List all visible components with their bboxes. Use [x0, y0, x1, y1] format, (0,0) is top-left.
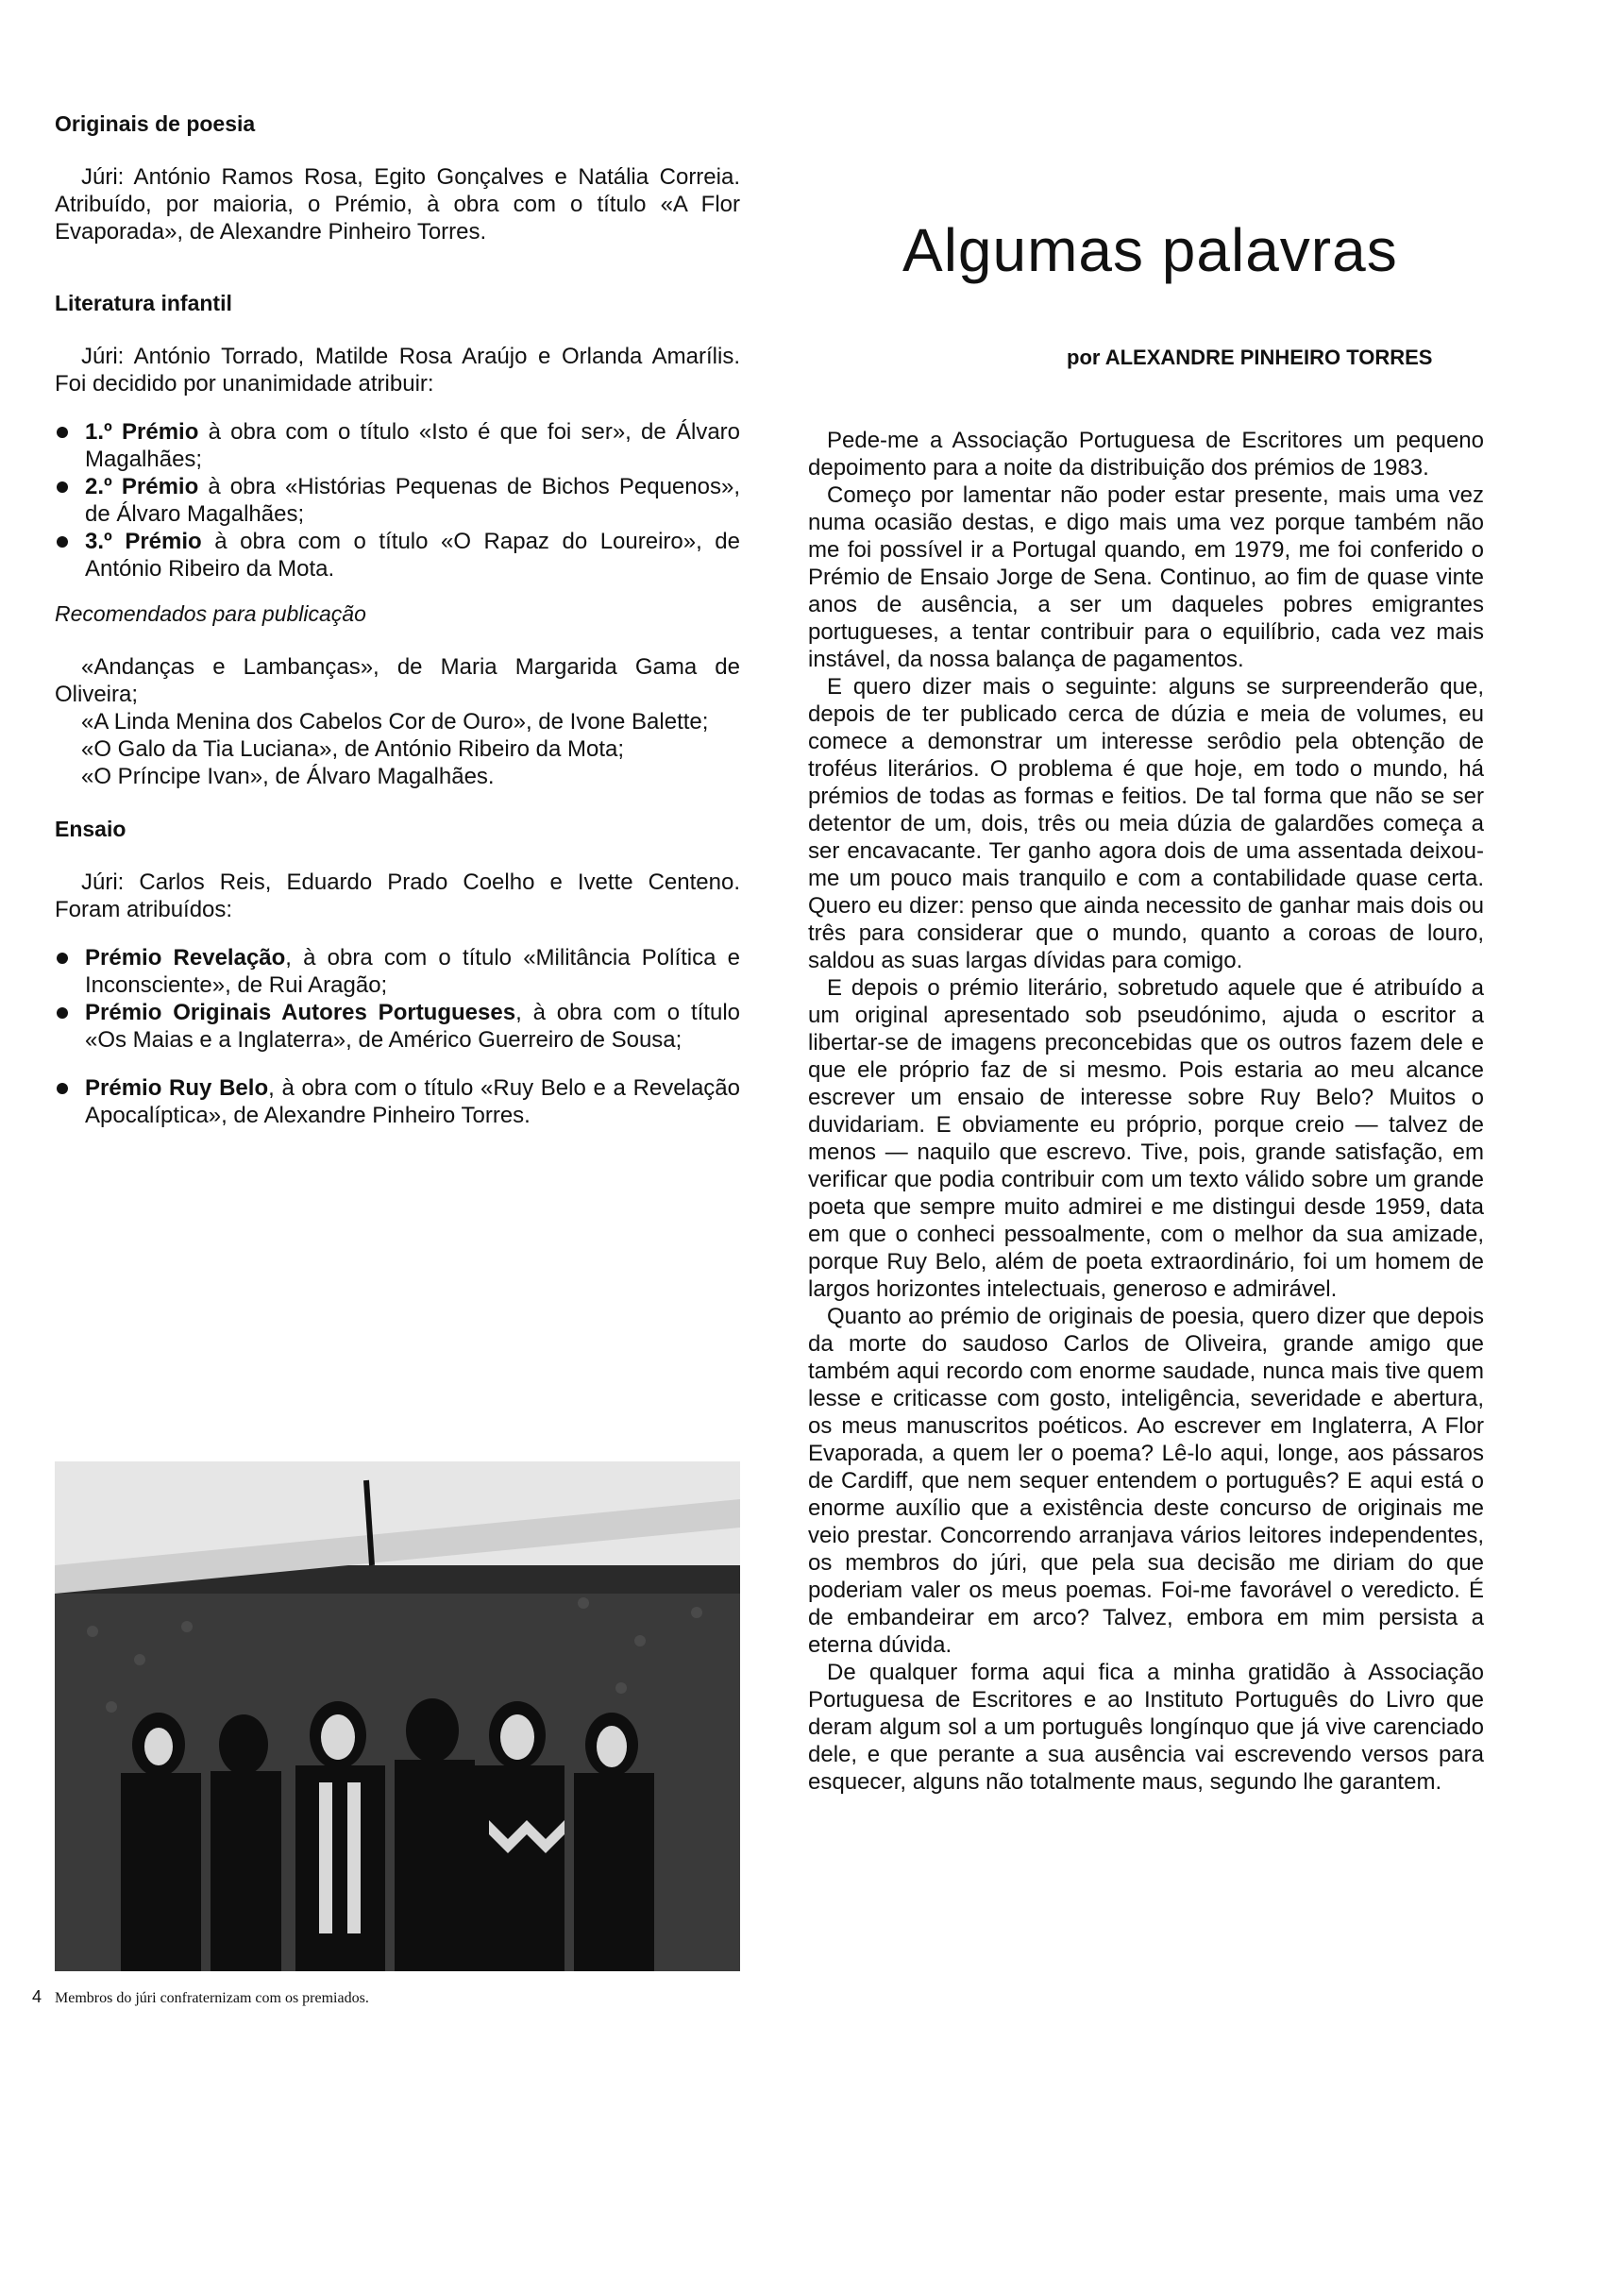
recommended-item: «A Linda Menina dos Cabelos Cor de Ouro», de Ivone Balette;	[81, 709, 709, 734]
body-paragraph: Começo por lamentar não poder estar presente, mais uma vez numa ocasião destas, e digo mais uma vez porque também não me foi possível ir a Portugal quando, em 1979, me foi conferido o Prémio de Ensaio Jorge de Sena. Continuo, ao fim de quase vinte anos de ausência, a ser um daqueles pobres emigrantes portugueses, a tentar contribuir para o equilíbrio, cada vez mais instável, da nossa balança de pagamentos.	[808, 482, 1484, 672]
list-item: Prémio Ruy Belo, à obra com o título «Ruy Belo e a Revelação Apocalíptica», de Alexandre Pinheiro Torres.	[55, 1074, 740, 1129]
ensaio-text: Júri: Carlos Reis, Eduardo Prado Coelho e Ivette Centeno. Foram atribuídos:	[55, 869, 740, 922]
body-paragraph: Pede-me a Associação Portuguesa de Escritores um pequeno depoimento para a noite da distribuição dos prémios de 1983.	[808, 428, 1484, 481]
bullet-icon	[57, 536, 68, 548]
body-paragraph: E depois o prémio literário, sobretudo aquele que é atribuído a um original apresentado sob pseudónimo, ajuda o escritor a libertar-se de imagens preconcebidas que os outros fazem dele e que ele próprio faz de si mesmo. Pois estaria ao meu alcance escrever um ensaio de interesse sobre Ruy Belo? Muitos o duvidariam. E obviamente eu próprio, porque creio — talvez de menos — naquilo que escrevo. Tive, pois, grande satisfação, em verificar que podia contribuir com um texto válido sobre um grande poeta que sempre muito admirei e me distingui desde 1959, data em que o conheci pessoalmente, com o melhor da sua amizade, porque Ruy Belo, além de poeta extraordinário, foi um homem de largos horizontes intelectuais, generoso e admirável.	[808, 975, 1484, 1302]
page-number: 4	[32, 1987, 42, 2006]
left-column	[55, 111, 740, 1129]
article-byline: por ALEXANDRE PINHEIRO TORRES	[1067, 346, 1433, 369]
list-item: Prémio Originais Autores Portugueses, à obra com o título «Os Maias e a Inglaterra», de Américo Guerreiro de Sousa;	[55, 999, 740, 1054]
ensaio-prizes-list	[55, 944, 740, 1129]
bullet-icon	[57, 953, 68, 964]
heading-originais-poesia: Originais de poesia	[55, 111, 256, 136]
body-paragraph: Quanto ao prémio de originais de poesia, quero dizer que depois da morte do saudoso Carlos de Oliveira, grande amigo que também aqui recordo com enorme saudade, nunca mais tive quem lesse e criticasse com gosto, inteligência, severidade e abertura, os meus manuscritos poéticos. Ao escrever em Inglaterra, A Flor Evaporada, a quem ler o poema? Lê-lo aqui, longe, aos pássaros de Cardiff, que nem sequer entendem o português? E aqui está o enorme auxílio que a existência deste concurso de originais me veio prestar. Concorrendo arranjava vários leitores independentes, os membros do júri, que pela sua decisão me diriam do que poderiam valer os meus poemas. Foi-me favorável o veredicto. É de embandeirar em arco? Talvez, embora em mim persista a eterna dúvida.	[808, 1304, 1484, 1658]
body-paragraph: E quero dizer mais o seguinte: alguns se surpreenderão que, depois de ter publicado cerca de dúzia e meia de volumes, eu comece a demonstrar um interesse serôdio pela obtenção de troféus literários. O problema é que hoje, em todo o mundo, há prémios de todas as formas e feitios. De tal forma que não se ser detentor de um, dois, três ou meia dúzia de galardões começa a ser encavacante. Ter ganho agora dois de uma assentada deixou-me um pouco mais tranquilo e com a contabilidade quase certa. Quero eu dizer: penso que ainda necessito de ganhar mais dois ou três para considerar que o mundo, quanto a coroas de louro, saldou as suas largas dívidas para comigo.	[808, 674, 1484, 973]
bullet-icon	[57, 1007, 68, 1019]
group-photo	[55, 1461, 740, 1971]
recommended-item: «Andanças e Lambanças», de Maria Margarida Gama de Oliveira;	[55, 654, 740, 707]
bullet-icon	[57, 481, 68, 493]
infantil-prizes-list	[55, 418, 740, 582]
list-item: 1.º Prémio à obra com o título «Isto é que foi ser», de Álvaro Magalhães;	[55, 418, 740, 473]
poesia-text: Júri: António Ramos Rosa, Egito Gonçalves e Natália Correia. Atribuído, por maioria, o Prémio, à obra com o título «A Flor Evaporada», de Alexandre Pinheiro Torres.	[55, 164, 740, 245]
body-paragraph: De qualquer forma aqui fica a minha gratidão à Associação Portuguesa de Escritores e ao Instituto Português do Livro que deram algum sol a um português longínquo que já vive carenciado dele, e que perante a sua ausência vai escrevendo versos para esquecer, alguns não totalmente maus, segundo lhe garantem.	[808, 1660, 1484, 1795]
list-item: 2.º Prémio à obra «Histórias Pequenas de Bichos Pequenos», de Álvaro Magalhães;	[55, 473, 740, 528]
article-title: Algumas palavras	[902, 216, 1398, 284]
photo-caption	[32, 1987, 369, 2007]
bullet-icon	[57, 427, 68, 438]
list-item: 3.º Prémio à obra com o título «O Rapaz do Loureiro», de António Ribeiro da Mota.	[55, 528, 740, 582]
infantil-text: Júri: António Torrado, Matilde Rosa Araújo e Orlanda Amarílis. Foi decidido por unanimidade atribuir:	[55, 344, 740, 397]
bullet-icon	[57, 1083, 68, 1094]
heading-literatura-infantil: Literatura infantil	[55, 291, 232, 315]
recommended-item: «O Príncipe Ivan», de Álvaro Magalhães.	[81, 764, 495, 789]
list-item: Prémio Revelação, à obra com o título «Militância Política e Inconsciente», de Rui Aragão;	[55, 944, 740, 999]
heading-ensaio: Ensaio	[55, 817, 126, 841]
group-photo-illustration	[55, 1461, 740, 1971]
article-body	[808, 427, 1484, 1796]
caption-text: Membros do júri confraternizam com os premiados.	[55, 1990, 369, 2006]
recommended-item: «O Galo da Tia Luciana», de António Ribeiro da Mota;	[81, 736, 625, 762]
recommended-heading: Recomendados para publicação	[55, 601, 366, 626]
